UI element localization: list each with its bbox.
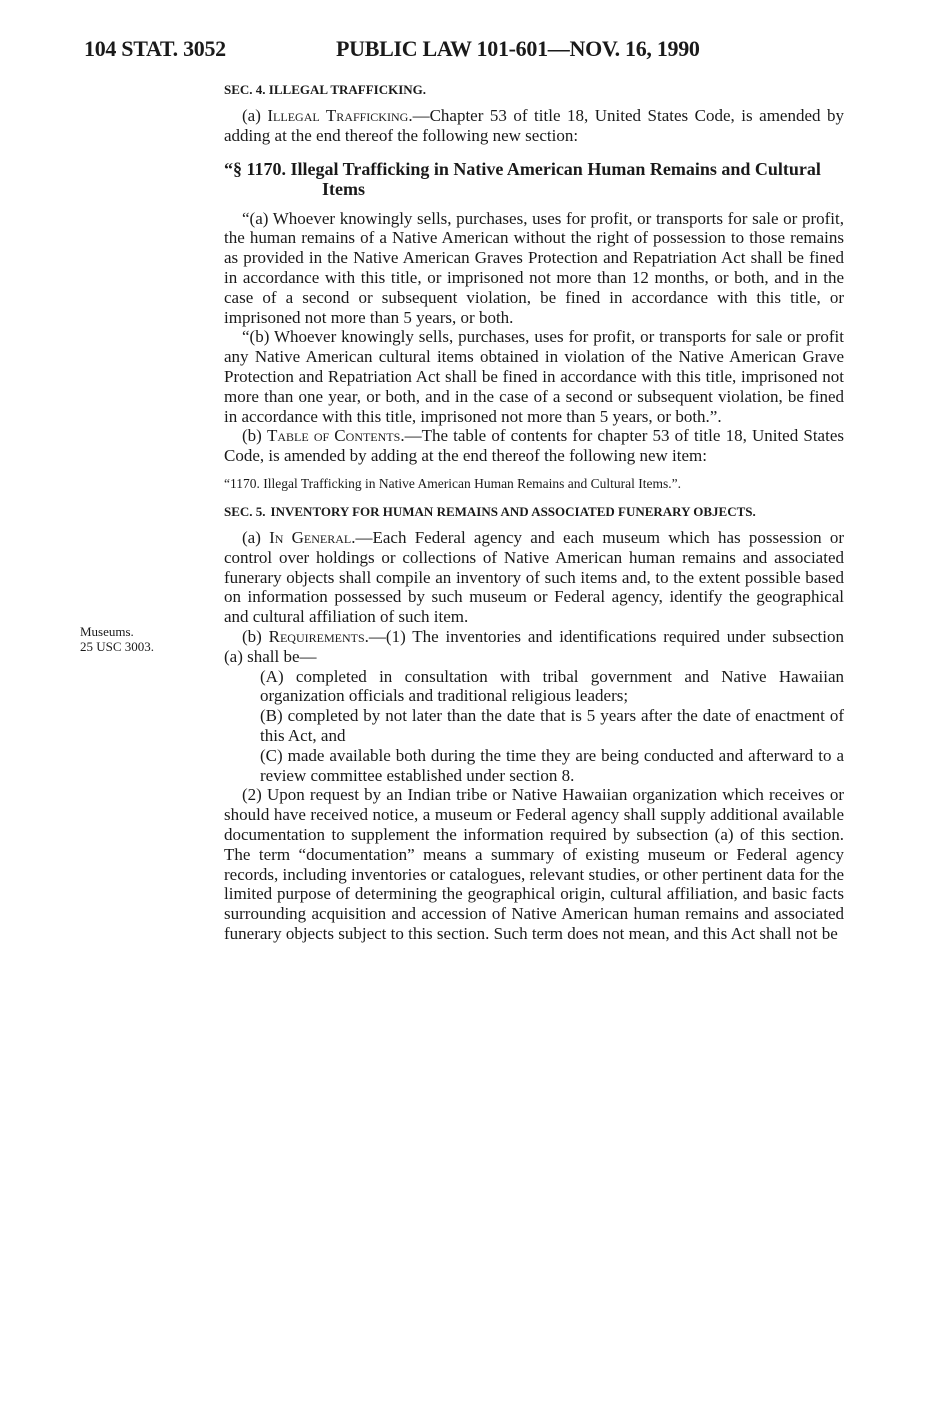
sec5-paragraph-2: (2) Upon request by an Indian tribe or Native Hawaiian organization which receives or should have received notice, a museum or Federal agency shall supply additional available documentation to supplement the information required by subsection (a) of this section. The term “documentation” means a summary of existing museum or Federal agency records, including inventories or catalogues, relevant studies, or other pertinent data for the limited purpose of determining the geographical origin, cultural affiliation, and basic facts surrounding acquisition and accession of Native American human remains and associated funerary objects subject to this section. Such term does not mean, and this Act shall not be [224, 785, 844, 943]
sec4-a-caption: Illegal Trafficking [267, 106, 409, 125]
sec5-item-C: (C) made available both during the time they are being conducted and afterward to a review committee established under section 8. [260, 745, 844, 785]
margin-note [80, 624, 154, 654]
sec5-subsection-a: (a) In General.—Each Federal agency and each museum which has possession or control over holdings or collections of Native American human remains and associated funerary objects shall compile an inventory of such items and, to the extent possible based on information possessed by such museum or Federal agency, identify the geographical and cultural affiliation of such item. [224, 527, 844, 627]
sec4-heading: SEC. 4. ILLEGAL TRAFFICKING. [224, 82, 427, 97]
public-law-title: PUBLIC LAW 101-601—NOV. 16, 1990 [336, 36, 700, 61]
sec4-subsection-b: (b) Table of Contents.—The table of contents for chapter 53 of title 18, United States Code, is amended by adding at the end thereof the following new item: [224, 426, 844, 466]
document-body [224, 82, 844, 944]
page-header [84, 36, 734, 62]
sec5-heading [224, 504, 844, 520]
section-1170-para-b: “(b) Whoever knowingly sells, purchases, uses for profit, or transports for sale or profit any Native American cultural items obtained in violation of the Native American Grave Protection and Repatriation Act shall be fined in accordance with this title, imprisoned not more than one year, or both, and in the case of a second or subsequent violation, be fined in accordance with this title, imprisoned not more than 5 years, or both.”. [224, 327, 844, 426]
sec5-heading-number: SEC. 5. [224, 503, 266, 519]
section-1170-para-a: “(a) Whoever knowingly sells, purchases, uses for profit, or transports for sale or profit, the human remains of a Native American without the right of possession to those remains as provided in the Native American Graves Protection and Repatriation Act shall be fined in accordance with this title, or imprisoned not more than 12 months, or both, and in the case of a second or subsequent violation, be fined in accordance with this title, or imprisoned not more than 5 years, or both. [224, 208, 844, 327]
sec5-b-caption: Requirements [268, 626, 365, 646]
toc-new-item: “1170. Illegal Trafficking in Native American Human Remains and Cultural Items.”. [224, 475, 682, 491]
sec5-item-A: (A) completed in consultation with tribal government and Native Hawaiian organization officials and traditional religious leaders; [260, 666, 844, 706]
section-1170-title: “§ 1170. Illegal Trafficking in Native American Human Remains and Cultural Items [224, 158, 821, 199]
sec5-item-B: (B) completed by not later than the date that is 5 years after the date of enactment of this Act, and [260, 706, 844, 745]
sec5-subsection-b: (b) Requirements.—(1) The inventories and identifications required under subsection (a) shall be— [224, 626, 844, 666]
sec5-a-caption: In General [269, 527, 352, 547]
sec4-subsection-a: (a) Illegal Trafficking.—Chapter 53 of title 18, United States Code, is amended by adding at the end thereof the following new section: [224, 106, 845, 145]
margin-note-usc: 25 USC 3003. [80, 639, 155, 654]
statute-page-number: 104 STAT. 3052 [84, 36, 226, 61]
sec4-b-caption: Table of Contents [266, 426, 401, 446]
margin-note-museums: Museums. [80, 624, 134, 639]
sec5-heading-text: INVENTORY FOR HUMAN REMAINS AND ASSOCIATED FUNERARY OBJECTS. [270, 503, 756, 519]
